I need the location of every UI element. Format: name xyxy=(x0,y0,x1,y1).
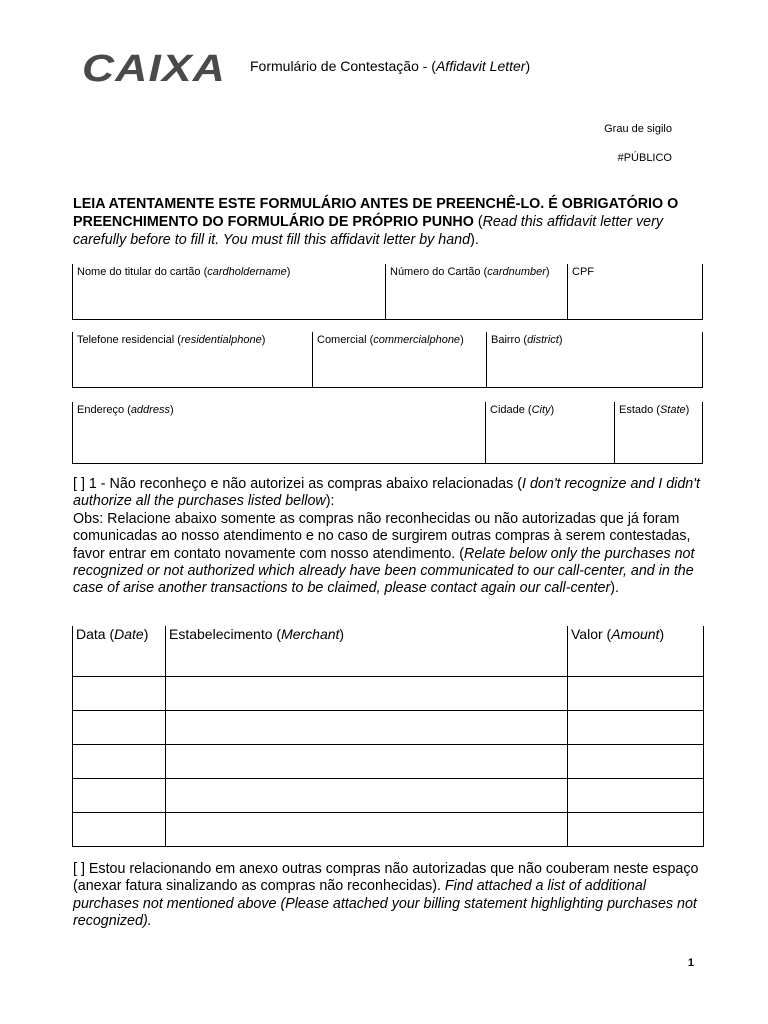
option-2-statement xyxy=(73,861,703,931)
field-label-end: ) xyxy=(169,404,174,416)
field-label-end: ) xyxy=(545,266,550,278)
field-label-end: ) xyxy=(261,334,266,346)
merchant-cell[interactable] xyxy=(166,779,568,813)
option-1-statement xyxy=(73,476,703,598)
option-1-end: ): xyxy=(325,493,335,510)
phone-row xyxy=(72,332,703,388)
table-row xyxy=(73,779,704,813)
header-english: Amount xyxy=(611,626,660,642)
table-row xyxy=(73,745,704,779)
table-header-row xyxy=(73,626,704,677)
merchant-cell[interactable] xyxy=(166,813,568,847)
classification-value: #PÚBLICO xyxy=(617,152,672,164)
commercial-phone-field[interactable] xyxy=(312,332,486,387)
amount-cell[interactable] xyxy=(568,745,704,779)
field-label-english: address xyxy=(130,404,170,416)
header-english: Date xyxy=(114,626,144,642)
city-field[interactable] xyxy=(485,402,614,463)
field-label-end: ) xyxy=(286,266,291,278)
table-row xyxy=(73,711,704,745)
district-field[interactable] xyxy=(486,332,702,387)
card-number-field[interactable] xyxy=(385,264,567,319)
date-cell[interactable] xyxy=(73,677,166,711)
table-row xyxy=(73,813,704,847)
cardholder-name-field[interactable] xyxy=(73,264,385,319)
table-row xyxy=(73,677,704,711)
amount-cell[interactable] xyxy=(568,711,704,745)
title-english: Affidavit Letter xyxy=(435,58,526,74)
column-header-merchant xyxy=(166,626,568,677)
instructions-english: Read this affidavit letter very carefully before to fill it. You must fill this affidavit letter by hand xyxy=(73,214,663,248)
option-2-english: Find attached a list of additional purchases not mentioned above (Please attached your billing statement highlighting purchases not recognized). xyxy=(73,878,697,930)
column-header-date xyxy=(73,626,166,677)
merchant-cell[interactable] xyxy=(166,711,568,745)
field-label-english: commercialphone xyxy=(373,334,461,346)
field-label-english: cardholdername xyxy=(207,266,287,278)
instructions-bold: LEIA ATENTAMENTE ESTE FORMULÁRIO ANTES DE PREENCHÊ-LO. É OBRIGATÓRIO O PREENCHIMENTO DO FORMULÁRIO DE PRÓPRIO PUNHO xyxy=(73,196,679,230)
field-label-english: State xyxy=(659,404,686,416)
header-text: Estabelecimento ( xyxy=(169,626,282,642)
field-label: Bairro ( xyxy=(491,334,528,346)
option-2-text: [ ] Estou relacionando em anexo outras compras não autorizadas que não couberam neste espaço (anexar fatura sinalizando as compras não reconhecidas). xyxy=(73,861,699,895)
field-label: Cidade ( xyxy=(490,404,532,416)
address-row xyxy=(72,402,703,464)
field-label: CPF xyxy=(572,266,594,278)
obs-end: ). xyxy=(610,580,619,597)
instructions-close: ). xyxy=(470,232,479,248)
amount-cell[interactable] xyxy=(568,677,704,711)
page-number: 1 xyxy=(687,957,694,969)
state-field[interactable] xyxy=(614,402,702,463)
header-end: ) xyxy=(659,626,665,642)
header-english: Merchant xyxy=(281,626,340,642)
merchant-cell[interactable] xyxy=(166,745,568,779)
header-text: Data ( xyxy=(76,626,115,642)
amount-cell[interactable] xyxy=(568,779,704,813)
field-label-end: ) xyxy=(550,404,555,416)
amount-cell[interactable] xyxy=(568,813,704,847)
residential-phone-field[interactable] xyxy=(73,332,312,387)
field-label: Nome do titular do cartão ( xyxy=(77,266,208,278)
caixa-logo xyxy=(80,50,230,86)
header-end: ) xyxy=(143,626,149,642)
obs-english: Relate below only the purchases not recognized or not authorized which already have been communicated to our call-center, and in the case of arise another transactions to be claimed, please contact again our call-center xyxy=(73,545,695,597)
header-text: Valor ( xyxy=(571,626,612,642)
title-text: Formulário de Contestação - ( xyxy=(250,58,436,74)
header-end: ) xyxy=(339,626,345,642)
obs-text: Obs: Relacione abaixo somente as compras não reconhecidas ou não autorizadas que já foram comunicadas ao nosso atendimento e no caso de surgirem outras compras à serem contestadas, favor entrar em contato novamente com nosso atendimento. ( xyxy=(73,510,691,562)
cardholder-row xyxy=(72,264,703,320)
field-label-english: cardnumber xyxy=(487,266,546,278)
document-title xyxy=(250,58,530,74)
field-label-end: ) xyxy=(460,334,464,346)
field-label-english: City xyxy=(531,404,551,416)
option-1-text: [ ] 1 - Não reconheço e não autorizei as compras abaixo relacionadas ( xyxy=(73,476,523,492)
instructions xyxy=(73,195,703,249)
merchant-cell[interactable] xyxy=(166,677,568,711)
field-label-english: residentialphone xyxy=(180,334,262,346)
date-cell[interactable] xyxy=(73,711,166,745)
obs-note xyxy=(73,511,703,598)
field-label: Telefone residencial ( xyxy=(77,334,181,346)
field-label: Comercial ( xyxy=(317,334,374,346)
date-cell[interactable] xyxy=(73,813,166,847)
instructions-open: ( xyxy=(473,214,483,230)
logo-text: CAIXA xyxy=(82,50,226,86)
title-suffix: ) xyxy=(525,58,531,74)
date-cell[interactable] xyxy=(73,779,166,813)
cpf-field[interactable] xyxy=(567,264,702,319)
field-label: Endereço ( xyxy=(77,404,131,416)
date-cell[interactable] xyxy=(73,745,166,779)
field-label: Número do Cartão ( xyxy=(390,266,488,278)
field-label-english: district xyxy=(527,334,559,346)
field-label-end: ) xyxy=(558,334,563,346)
column-header-amount xyxy=(568,626,704,677)
address-field[interactable] xyxy=(73,402,485,463)
option-1-english: I don't recognize and I didn't authorize all the purchases listed bellow xyxy=(73,476,700,510)
field-label-end: ) xyxy=(685,404,690,416)
purchases-table xyxy=(72,626,704,847)
classification-label: Grau de sigilo xyxy=(604,123,672,135)
option-1-line xyxy=(73,476,703,511)
field-label: Estado ( xyxy=(619,404,660,416)
